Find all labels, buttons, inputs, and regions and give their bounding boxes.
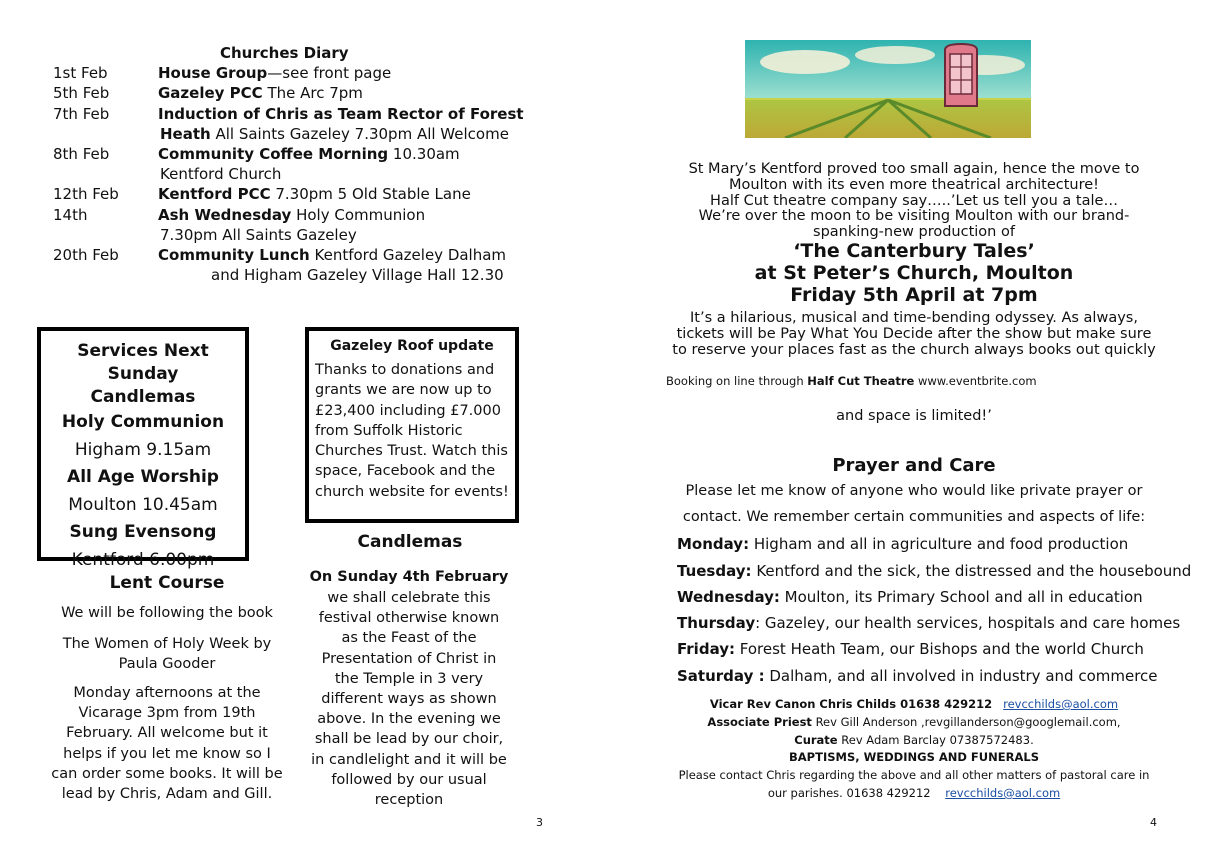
prayer-day: Friday: [677,640,736,658]
contact-vicar [660,697,1168,711]
prayer-day: Wednesday: [677,588,780,606]
curate-label: Curate [794,733,838,747]
candlemas-line: we shall celebrate this [327,590,491,606]
candlemas-line: reception [374,792,444,809]
service-time: Kentford 6.00pm [71,550,215,570]
theatre-intro-line: spanking-new production of [813,224,1015,241]
candlemas-text [300,588,518,810]
prayer-title: Prayer and Care [832,455,996,476]
diary-detail: 7.30pm 5 Old Stable Lane [270,185,471,203]
prayer-day-focus: Moulton, its Primary School and all in education [779,588,1143,606]
theatre-description [660,311,1168,358]
theatre-date: Friday 5th April at 7pm [790,284,1038,306]
candlemas-lead: On Sunday 4th February [309,569,509,585]
roof-update-line: Churches Trust. Watch this [315,443,508,460]
roof-update-line: space, Facebook and the [315,463,496,480]
page-number-left: 3 [536,816,543,829]
booking-website[interactable]: www.eventbrite.com [914,374,1037,388]
curate-details: Rev Adam Barclay 07387572483. [837,733,1034,747]
lent-details-line: helps if you let me know so I [63,745,271,762]
services-subtitle: Candlemas [90,387,196,407]
baptisms-heading: BAPTISMS, WEDDINGS AND FUNERALS [789,750,1039,764]
services-title: Services Next Sunday [77,341,209,384]
prayer-day-focus: Dalham, and all involved in industry and commerce [764,667,1158,685]
prayer-day: Saturday : [677,667,765,685]
vicar-email-link[interactable]: revcchilds@aol.com [1003,697,1119,711]
prayer-day-focus: Higham and all in agriculture and food production [749,535,1129,553]
booking-company: Half Cut Theatre [807,374,915,388]
prayer-day-focus: : Gazeley, our health services, hospitals and care homes [755,614,1181,632]
candlemas-line: above. In the evening we [317,711,501,728]
associate-details: Rev Gill Anderson ,revgillanderson@googlemail.com, [811,715,1121,729]
diary-row [53,125,509,143]
theatre-intro-line: We’re over the moon to be visiting Moulton with our brand- [698,208,1130,225]
diary-detail: —see front page [267,64,392,82]
lent-book [37,634,297,674]
roof-update-line: church website for events! [315,483,509,500]
candlemas-line: shall be lead by our choir, [314,731,504,748]
theatre-intro-line: Half Cut theatre company say…..’Let us tell you a tale… [710,192,1118,209]
prayer-day: Thursday [677,614,756,632]
diary-row [53,64,391,82]
diary-event: Community Lunch [158,246,310,264]
contact-phone: our parishes. 01638 429212 [767,786,931,800]
diary-date: 20th Feb [53,246,119,264]
diary-row [53,206,425,224]
prayer-day-focus: Forest Heath Team, our Bishops and the world Church [735,640,1144,658]
candlemas-title: Candlemas [357,532,463,552]
diary-row [53,145,460,163]
candlemas-line: Presentation of Christ in [321,650,497,667]
service-name: Sung Evensong [69,522,217,542]
theatre-description-line: to reserve your places fast as the church always books out quickly [672,341,1156,358]
roof-update-line: Thanks to donations and [315,362,495,378]
prayer-day-row [677,535,1128,553]
diary-row [53,185,471,203]
prayer-day-focus: Kentford and the sick, the distressed and the housebound [751,562,1192,580]
lent-book-line: The Women of Holy Week by [62,636,272,652]
diary-date: 12th Feb [53,185,119,203]
roof-update-line: £23,400 including £7.000 [315,402,501,419]
roof-update-box [305,327,519,523]
theatre-intro-line: St Mary’s Kentford proved too small again, hence the move to [688,161,1140,177]
diary-row [53,266,504,284]
theatre-intro-line: Moulton with its even more theatrical architecture! [729,176,1099,193]
lent-details-line: February. All welcome but it [66,725,268,742]
service-name: All Age Worship [67,467,219,487]
service-time: Moulton 10.45am [68,495,218,515]
diary-detail: Kentford Church [160,165,282,183]
prayer-day: Monday: [677,535,750,553]
roof-update-title: Gazeley Roof update [330,338,494,354]
theatre-intro [660,162,1168,241]
vicar-label: Vicar Rev Canon Chris Childs 01638 429212 [709,697,993,711]
prayer-day-row [677,667,1158,685]
service-time: Higham 9.15am [74,440,212,460]
diary-detail: Holy Communion [291,206,426,224]
prayer-day: Tuesday: [677,562,752,580]
theatre-illustration [745,40,1031,138]
diary-date: 14th [53,206,88,224]
diary-event: Induction of Chris as Team Rector of Forest [158,105,524,123]
diary-row [53,226,357,244]
prayer-intro-1: Please let me know of anyone who would like private prayer or [685,483,1143,499]
contact-email-link[interactable]: revcchilds@aol.com [945,786,1061,800]
diary-event: Kentford PCC [158,185,271,203]
page-number-right: 4 [1150,816,1157,829]
diary-event: Gazeley PCC [158,84,263,102]
candlemas-line: the Temple in 3 very [334,670,484,687]
lent-details-line: Vicarage 3pm from 19th [78,705,256,722]
service-name: Holy Communion [61,412,225,432]
lent-details-line: Monday afternoons at the [73,685,261,701]
roof-update-line: from Suffolk Historic [315,422,463,439]
lent-details [37,683,297,804]
booking-prefix: Booking on line through [666,374,808,388]
contact-note: Please contact Chris regarding the above and all other matters of pastoral care in [678,768,1150,782]
diary-detail: All Saints Gazeley 7.30pm All Welcome [210,125,509,143]
candlemas-line: followed by our usual [331,771,487,788]
diary-event: Community Coffee Morning [158,145,389,163]
prayer-day-row [677,562,1191,580]
diary-title: Churches Diary [220,44,349,62]
diary-date: 8th Feb [53,145,110,163]
diary-event: Heath [160,125,211,143]
diary-detail: 10.30am [388,145,460,163]
prayer-day-row [677,588,1143,606]
diary-detail: 7.30pm All Saints Gazeley [160,226,357,244]
booking-line [666,374,1037,388]
theatre-description-line: It’s a hilarious, musical and time-bending odyssey. As always, [690,310,1138,326]
diary-row [53,165,281,183]
diary-row [53,105,524,123]
theatre-venue: at St Peter’s Church, Moulton [754,262,1074,284]
contact-associate [660,715,1168,729]
contact-note-2 [660,786,1168,800]
lent-details-line: can order some books. It will be [51,765,283,782]
candlemas-line: festival otherwise known [318,610,500,627]
theatre-closing: and space is limited!’ [836,408,992,424]
candlemas-line: as the Feast of the [341,630,477,647]
diary-detail: The Arc 7pm [262,84,363,102]
lent-intro: We will be following the book [61,605,273,621]
diary-row [53,246,506,264]
roof-update-line: grants we are now up to [315,382,492,399]
diary-date: 1st Feb [53,64,108,82]
diary-detail: and Higham Gazeley Village Hall 12.30 [211,266,504,284]
candlemas-line: in candlelight and it will be [311,751,507,768]
candlemas-line: different ways as shown [321,691,497,708]
diary-row [53,84,363,102]
diary-date: 5th Feb [53,84,110,102]
contact-curate [660,733,1168,747]
diary-detail: Kentford Gazeley Dalham [309,246,507,264]
prayer-intro-2: contact. We remember certain communities and aspects of life: [682,509,1146,525]
prayer-day-row [677,614,1180,632]
lent-book-line: Paula Gooder [118,656,216,672]
diary-date: 7th Feb [53,105,110,123]
lent-details-line: lead by Chris, Adam and Gill. [61,786,273,803]
theatre-description-line: tickets will be Pay What You Decide after the show but make sure [676,325,1152,342]
associate-label: Associate Priest [707,715,812,729]
diary-event: Ash Wednesday [158,206,292,224]
theatre-show-title: ‘The Canterbury Tales’ [793,240,1035,262]
services-box [37,327,249,570]
lent-title: Lent Course [109,573,225,593]
prayer-day-row [677,640,1144,658]
diary-event: House Group [158,64,268,82]
